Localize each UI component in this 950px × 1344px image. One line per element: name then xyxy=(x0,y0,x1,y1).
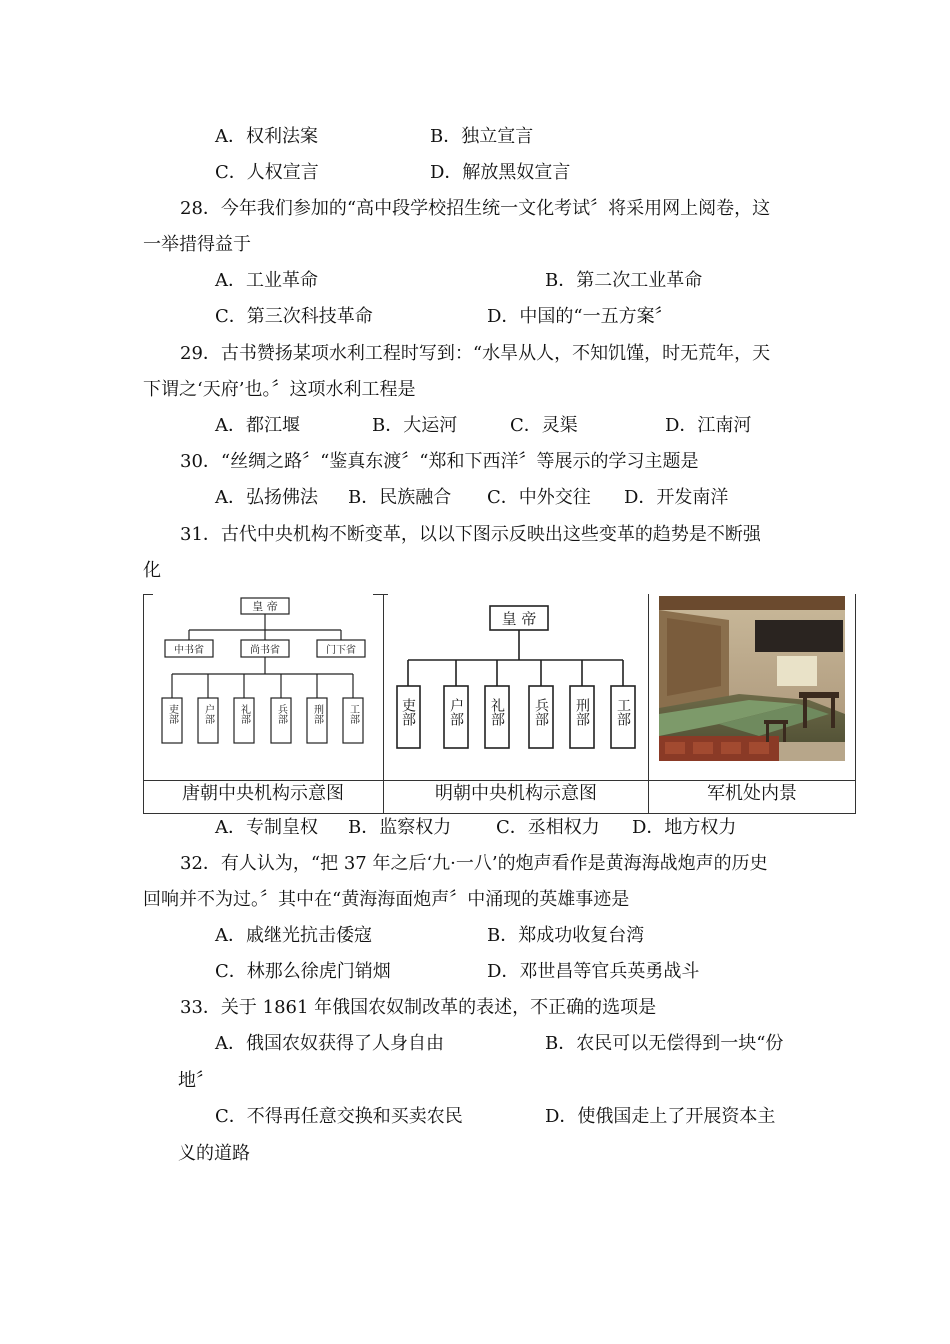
q27-option-d: D．解放黑奴宣言 xyxy=(430,162,571,183)
q31-stem-line1: 31．古代中央机构不断变革，以以下图示反映出这些变革的趋势是不断强 xyxy=(180,524,761,545)
tang-org-chart xyxy=(143,594,383,780)
q31-option-d: D．地方权力 xyxy=(632,817,737,838)
q28-option-b: B．第二次工业革命 xyxy=(545,270,703,291)
tang-dept-bing: 兵部 xyxy=(275,704,287,724)
grand-council-interior-photo xyxy=(659,596,845,761)
q28-stem-line2: 一举措得益于 xyxy=(143,234,251,255)
q31-stem-line2: 化 xyxy=(143,560,161,581)
tang-shangshu-label: 尚书省 xyxy=(250,645,280,656)
q30-option-d: D．开发南洋 xyxy=(624,487,729,508)
q33-option-b: B．农民可以无偿得到一块“份 xyxy=(545,1033,784,1054)
ming-dept-bing: 兵部 xyxy=(533,698,549,726)
q33-option-d-continued: 义的道路 xyxy=(178,1143,250,1164)
ming-chart-caption: 明朝中央机构示意图 xyxy=(435,783,597,804)
q31-option-b: B．监察权力 xyxy=(348,817,452,838)
ming-dept-hu: 户部 xyxy=(448,698,464,726)
q32-option-c: C．林那么徐虎门销烟 xyxy=(215,961,391,982)
q27-option-b: B．独立宣言 xyxy=(430,126,534,147)
q28-option-d: D．中国的“一五方案〞 xyxy=(487,306,673,327)
q33-option-c: C．不得再任意交换和买卖农民 xyxy=(215,1106,463,1127)
tang-dept-gong: 工部 xyxy=(347,704,359,724)
q28-stem-line1: 28．今年我们参加的“高中段学校招生统一文化考试〞将采用网上阅卷，这 xyxy=(180,198,771,219)
q30-stem-line1: 30．“丝绸之路〞“鉴真东渡〞“郑和下西洋〞等展示的学习主题是 xyxy=(180,451,699,472)
q29-option-a: A．都江堰 xyxy=(215,415,300,436)
q30-option-c: C．中外交往 xyxy=(487,487,591,508)
q31-option-a: A．专制皇权 xyxy=(215,817,318,838)
ming-dept-lii: 礼部 xyxy=(489,698,505,726)
ming-dept-xing: 刑部 xyxy=(574,698,590,726)
tang-zhongshu-label: 中书省 xyxy=(174,645,204,656)
q31-figure-table xyxy=(143,594,856,814)
ming-dept-gong: 工部 xyxy=(615,698,631,726)
q30-option-a: A．弘扬佛法 xyxy=(215,487,318,508)
tang-dept-hu: 户部 xyxy=(202,704,214,724)
q32-option-b: B．郑成功收复台湾 xyxy=(487,925,645,946)
ming-org-chart xyxy=(384,594,648,780)
q33-stem-line1: 33．关于 1861 年俄国农奴制改革的表述，不正确的选项是 xyxy=(180,997,657,1018)
q29-stem-line1: 29．古书赞扬某项水利工程时写到：“水旱从人，不知饥馑，时无荒年，天 xyxy=(180,343,771,364)
q29-option-d: D．江南河 xyxy=(665,415,752,436)
photo-caption: 军机处内景 xyxy=(707,783,797,804)
tang-chart-caption: 唐朝中央机构示意图 xyxy=(182,783,344,804)
ming-dept-li: 吏部 xyxy=(400,698,416,726)
ming-emperor-label: 皇 帝 xyxy=(501,610,537,628)
q32-stem-line2: 回响并不为过。〞其中在“黄海海面炮声〞中涌现的英雄事迹是 xyxy=(143,889,630,910)
tang-dept-lii: 礼部 xyxy=(238,704,250,724)
q31-option-c: C．丞相权力 xyxy=(496,817,600,838)
q33-option-a: A．俄国农奴获得了人身自由 xyxy=(215,1033,444,1054)
tang-menxia-label: 门下省 xyxy=(326,645,356,656)
q29-stem-line2: 下谓之‘天府’也。〞这项水利工程是 xyxy=(143,379,416,400)
tang-dept-xing: 刑部 xyxy=(311,704,323,724)
q28-option-a: A．工业革命 xyxy=(215,270,318,291)
q28-option-c: C．第三次科技革命 xyxy=(215,306,373,327)
q32-option-a: A．戚继光抗击倭寇 xyxy=(215,925,372,946)
q33-option-d: D．使俄国走上了开展资本主 xyxy=(545,1106,776,1127)
q29-option-c: C．灵渠 xyxy=(510,415,578,436)
tang-dept-li: 吏部 xyxy=(166,704,178,724)
q29-option-b: B．大运河 xyxy=(372,415,458,436)
q32-option-d: D．邓世昌等官兵英勇战斗 xyxy=(487,961,700,982)
q32-stem-line1: 32．有人认为，“把 37 年之后‘九·一八’的炮声看作是黄海海战炮声的历史 xyxy=(180,853,768,874)
q33-option-b-continued: 地〞 xyxy=(178,1070,214,1091)
tang-emperor-label: 皇 帝 xyxy=(252,600,278,613)
q27-option-c: C．人权宣言 xyxy=(215,162,319,183)
q27-option-a: A．权利法案 xyxy=(215,126,318,147)
q30-option-b: B．民族融合 xyxy=(348,487,452,508)
